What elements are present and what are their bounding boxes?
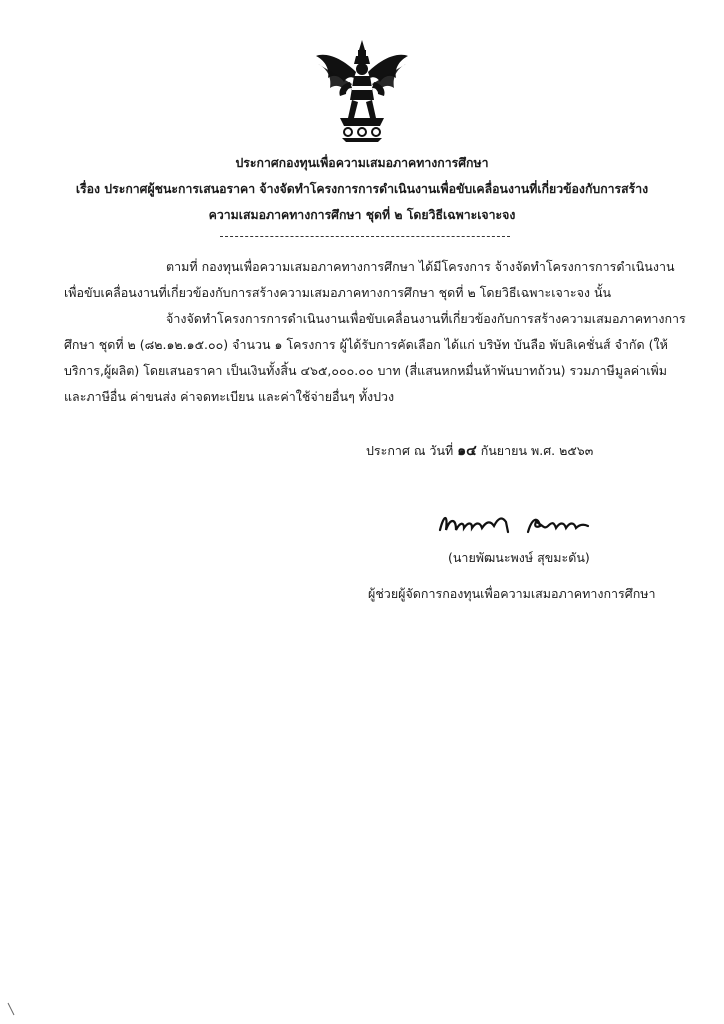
paragraph-2-line-3: บริการ,ผู้ผลิต) โดยเสนอราคา เป็นเงินทั้งสิ้น ๔๖๕,๐๐๐.๐๐ บาท (สี่แสนหกหมื่นห้าพันบาทถ้วน) รวมภาษีมูลค่าเพิ่ม <box>64 363 667 378</box>
date-month-year: กันยายน พ.ศ. ๒๕๖๓ <box>480 443 594 458</box>
title-divider <box>220 236 510 237</box>
announcement-date <box>366 440 593 462</box>
paragraph-1-line-2: เพื่อขับเคลื่อนงานที่เกี่ยวข้องกับการสร้างความเสมอภาคทางการศึกษา ชุดที่ ๒ โดยวิธีเฉพาะเจาะจง นั้น <box>64 285 612 300</box>
subject-line-2: ความเสมอภาคทางการศึกษา ชุดที่ ๒ โดยวิธีเฉพาะเจาะจง <box>208 208 516 222</box>
announcement-title: ประกาศกองทุนเพื่อความเสมอภาคทางการศึกษา <box>235 156 489 170</box>
subject-line-1: เรื่อง ประกาศผู้ชนะการเสนอราคา จ้างจัดทำโครงการการดำเนินงานเพื่อขับเคลื่อนงานที่เกี่ยวข้องกับการสร้าง <box>75 182 649 196</box>
date-prefix: ประกาศ ณ วันที่ <box>366 443 454 458</box>
handwritten-signature <box>436 508 596 542</box>
paragraph-2-line-2: ศึกษา ชุดที่ ๒ (๘๒.๑๒.๑๕.๐๐) จำนวน ๑ โครงการ ผู้ได้รับการคัดเลือก ได้แก่ บริษัท บันลือ พับลิเคชั่นส์ จำกัด (ให้ <box>64 337 668 352</box>
garuda-emblem <box>314 38 410 144</box>
date-day: ๑๔ <box>457 443 477 459</box>
scan-mark <box>6 1002 16 1016</box>
paragraph-2-line-4: และภาษีอื่น ค่าขนส่ง ค่าจดทะเบียน และค่าใช้จ่ายอื่นๆ ทั้งปวง <box>64 389 395 404</box>
signatory-position: ผู้ช่วยผู้จัดการกองทุนเพื่อความเสมอภาคทางการศึกษา <box>368 586 656 601</box>
paragraph-1-line-1: ตามที่ กองทุนเพื่อความเสมอภาคทางการศึกษา ได้มีโครงการ จ้างจัดทำโครงการการดำเนินงาน <box>166 259 675 274</box>
paragraph-2-line-1: จ้างจัดทำโครงการการดำเนินงานเพื่อขับเคลื่อนงานที่เกี่ยวข้องกับการสร้างความเสมอภาคทางการ <box>166 311 686 326</box>
signatory-name: (นายพัฒนะพงษ์ สุขมะดัน) <box>448 550 590 565</box>
